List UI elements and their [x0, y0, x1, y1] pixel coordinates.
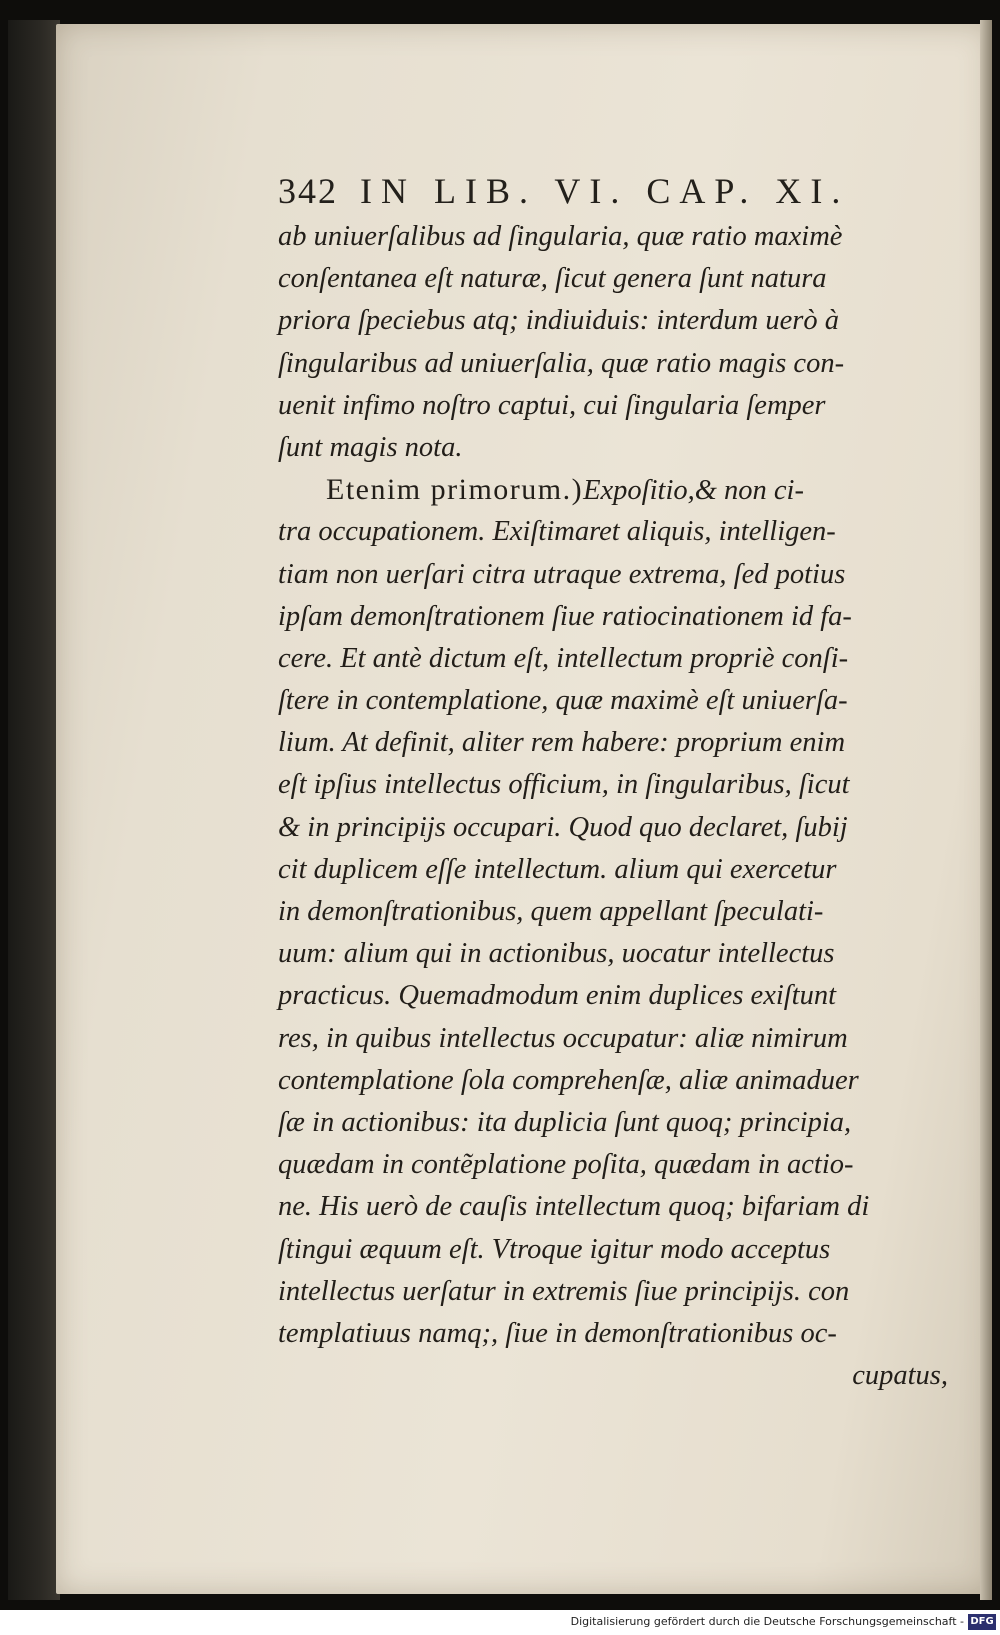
catchword: cupatus, — [852, 1360, 948, 1392]
text-line: cit duplicem eſſe intellectum. alium qui exercetur — [278, 853, 837, 885]
digitization-footer — [0, 1612, 1000, 1635]
text-line: & in principijs occupari. Quod quo declaret, ſubij — [278, 811, 848, 843]
text-line: ſæ in actionibus: ita duplicia ſunt quoq; principia, — [278, 1106, 852, 1138]
lemma-head: Etenim primorum.) — [326, 473, 584, 507]
text-line: ſtere in contemplatione, quæ maximè eſt uniuerſa- — [278, 685, 848, 717]
text-line: tiam non uerſari citra utraque extrema, ſed potius — [278, 558, 846, 590]
text-line: contemplatione ſola comprehenſæ, aliæ animaduer — [278, 1064, 859, 1096]
running-header — [278, 170, 878, 212]
text-line: ſtingui æquum eſt. Vtroque igitur modo acceptus — [278, 1233, 831, 1265]
text-line: in demonſtrationibus, quem appellant ſpeculati- — [278, 896, 824, 927]
funding-credit: Digitalisierung gefördert durch die Deutsche Forschungsgemeinschaft - — [570, 1615, 964, 1628]
text-line: priora ſpeciebus atq; indiuiduis: interdum uerò à — [278, 305, 839, 337]
text-line: tra occupationem. Exiſtimaret aliquis, intelligen- — [278, 516, 836, 548]
text-line: ne. His uerò de cauſis intellectum quoq; bifariam di — [278, 1191, 870, 1223]
text-line: lium. At definit, aliter rem habere: proprium enim — [278, 727, 846, 759]
text-line: templatiuus namq;, ſiue in demonſtrationibus oc- — [278, 1317, 837, 1349]
text-line: uenit infimo noſtro captui, cui ſingularia ſemper — [278, 389, 826, 421]
text-line: ab uniuerſalibus ad ſingularia, quæ ratio maximè — [278, 221, 843, 252]
text-line: conſentanea eſt naturæ, ſicut genera ſunt natura — [278, 263, 827, 295]
lemma-rest: Expoſitio,& non ci- — [583, 475, 804, 507]
text-line: quædam in contẽplatione poſita, quædam in actio- — [278, 1149, 854, 1181]
body-text — [278, 216, 958, 1397]
text-line: ipſam demonſtrationem ſiue ratiocinationem id fa- — [278, 600, 852, 632]
text-line: res, in quibus intellectus occupatur: aliæ nimirum — [278, 1022, 848, 1054]
page-number: 342 — [278, 171, 338, 211]
text-line: intellectus uerſatur in extremis ſiue principijs. con — [278, 1275, 850, 1307]
book-binding-edge — [8, 20, 60, 1600]
text-line: ſingularibus ad uniuerſalia, quæ ratio magis con- — [278, 347, 845, 379]
dfg-logo: DFG — [968, 1614, 996, 1630]
text-line: eſt ipſius intellectus officium, in ſingularibus, ſicut — [278, 769, 850, 801]
text-line: ſunt magis nota. — [278, 431, 463, 463]
running-title: IN LIB. VI. CAP. XI. — [360, 171, 850, 211]
text-line: uum: alium qui in actionibus, uocatur intellectus — [278, 938, 835, 970]
page-fore-edge — [980, 20, 992, 1600]
text-line: cere. Et antè dictum eſt, intellectum propriè conſi- — [278, 642, 849, 674]
lemma-line — [278, 469, 958, 511]
text-line: practicus. Quemadmodum enim duplices exiſtunt — [278, 980, 837, 1012]
